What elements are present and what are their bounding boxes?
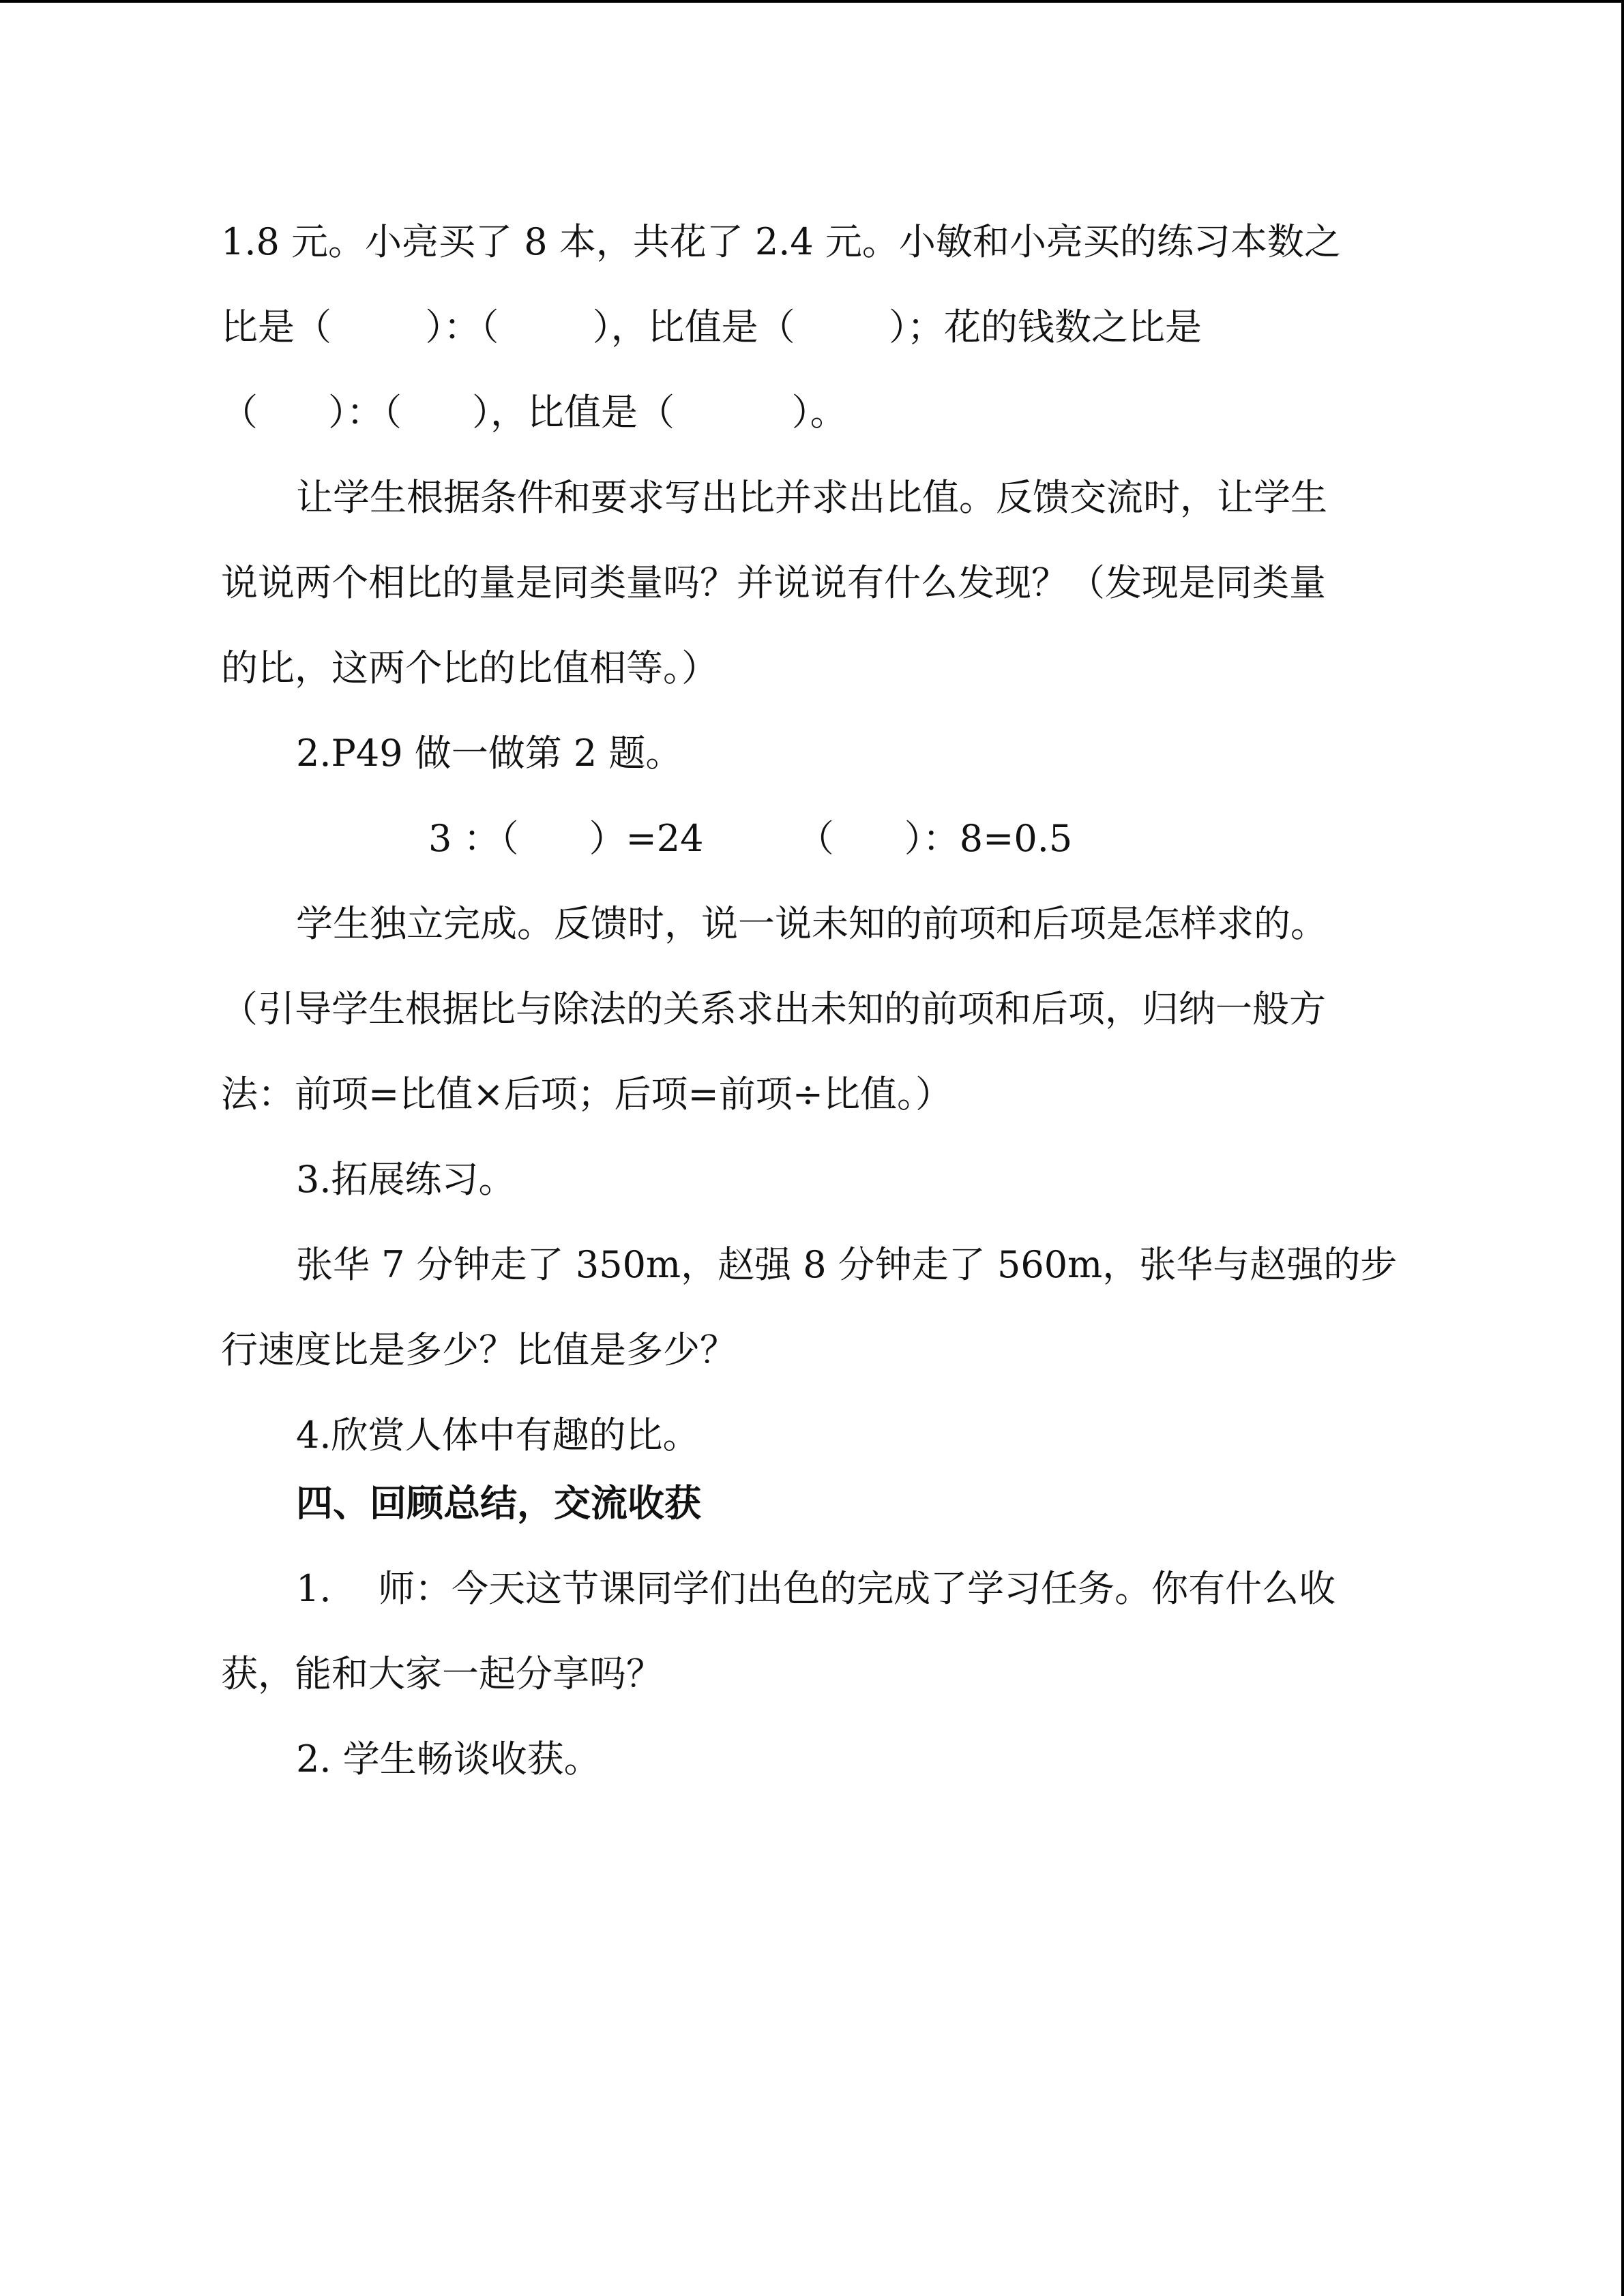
text-line-2: 比是（ ）：（ ），比值是（ ）；花的钱数之比是 <box>221 305 1202 348</box>
text-line-15: 4.欣赏人体中有趣的比。 <box>296 1414 700 1457</box>
text-line-11: 法：前项=比值×后项；后项=前项÷比值。） <box>221 1073 952 1116</box>
text-line-4: 让学生根据条件和要求写出比并求出比值。反馈交流时，让学生 <box>296 476 1327 519</box>
text-line-14: 行速度比是多少？比值是多少？ <box>221 1328 737 1371</box>
text-line-17: 1. 师：今天这节课同学们出色的完成了学习任务。你有什么收 <box>296 1567 1336 1610</box>
section-heading: 四、回顾总结，交流收获 <box>296 1482 701 1525</box>
text-line-12: 3.拓展练习。 <box>296 1158 516 1201</box>
text-line-9: 学生独立完成。反馈时，说一说未知的前项和后项是怎样求的。 <box>296 902 1327 945</box>
text-line-3: （ ）：（ ），比值是（ ）。 <box>221 391 847 434</box>
text-line-6: 的比，这两个比的比值相等。） <box>221 646 718 689</box>
text-line-10: （引导学生根据比与除法的关系求出未知的前项和后项，归纳一般方 <box>221 987 1326 1030</box>
equation-line: 3 ：（ ）=24 （ ）：8=0.5 <box>428 817 1073 860</box>
text-line-1: 1.8 元。小亮买了 8 本，共花了 2.4 元。小敏和小亮买的练习本数之 <box>221 220 1341 263</box>
text-line-5: 说说两个相比的量是同类量吗？并说说有什么发现？（发现是同类量 <box>221 561 1326 604</box>
text-line-19: 2. 学生畅谈收获。 <box>296 1738 601 1780</box>
text-line-7: 2.P49 做一做第 2 题。 <box>296 732 683 775</box>
text-line-18: 获，能和大家一起分享吗？ <box>221 1652 663 1695</box>
text-line-13: 张华 7 分钟走了 350m，赵强 8 分钟走了 560m，张华与赵强的步 <box>296 1243 1398 1286</box>
